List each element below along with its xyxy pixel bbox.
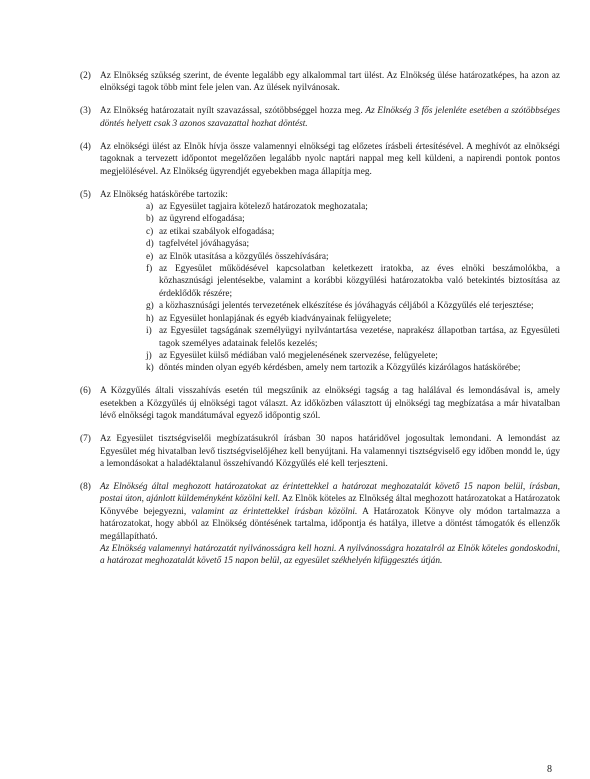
list-letter: a) bbox=[146, 202, 154, 213]
paragraph-text-2: A Határozatok Könyve oly módon tartalmazza a határozatokat, hogy abból az Elnökség döntésének tartalma, időpontja és hatálya, illetve a döntést támogatók és ellenzők megállapítható. bbox=[100, 506, 560, 542]
list-item bbox=[146, 362, 560, 374]
paragraph-number: (4) bbox=[80, 141, 91, 152]
paragraph-number: (5) bbox=[80, 189, 91, 200]
list-text: az etikai szabályok elfogadása; bbox=[159, 226, 275, 237]
paragraph-number: (8) bbox=[80, 481, 91, 492]
paragraph-number: (3) bbox=[80, 106, 91, 117]
list-item bbox=[146, 251, 560, 263]
list-text: tagfelvétel jóváhagyása; bbox=[159, 239, 250, 250]
list-letter: j) bbox=[146, 350, 152, 361]
list-item bbox=[146, 213, 560, 225]
paragraph-6 bbox=[80, 385, 560, 422]
list-letter: h) bbox=[146, 313, 154, 324]
paragraph-text: A Közgyűlés általi visszahívás esetén túl megszűnik az elnökségi tagság a tag halálával és lemondásával is, amely esetekben a Közgyűlés új elnökségi tagot választ. Az időközben választott új elnökségi tag megbízatása a már hivatalban lévő elnökségi tagok mandátumával egyező időpontig szól. bbox=[100, 386, 560, 422]
list-text: az ügyrend elfogadása; bbox=[159, 214, 245, 225]
list-letter: c) bbox=[146, 226, 154, 237]
list-letter: i) bbox=[146, 326, 152, 337]
list-item bbox=[146, 238, 560, 250]
list-letter: e) bbox=[146, 251, 154, 262]
list-item bbox=[146, 263, 560, 300]
list-letter: k) bbox=[146, 363, 154, 374]
paragraph-italic-text-2: valamint az érintettekkel írásban közölni. bbox=[191, 506, 358, 517]
list-text: az Egyesület honlapjának és egyéb kiadványainak felügyelete; bbox=[159, 313, 392, 324]
page-number: 8 bbox=[547, 764, 552, 775]
paragraph-text: Az Egyesület tisztségviselői megbízatásukról írásban 30 napos határidővel jogosultak lemondani. A lemondást az Egyesület még hivatalban levő tisztségviselőjéhez kell benyújtani. Ha valamennyi tisztségviselő egy időben mondd le, úgy a lemondásokat a haladéktalanul összehívandó Közgyűlés elé kell terjeszteni. bbox=[100, 434, 560, 469]
paragraph-3 bbox=[80, 105, 560, 130]
list-letter: g) bbox=[146, 301, 154, 312]
list-item bbox=[146, 201, 560, 213]
list-letter: f) bbox=[146, 264, 153, 275]
paragraph-italic-text: Az Elnökség 3 fős jelenléte esetében a szótöbbséges döntés helyett csak 3 azonos szavazattal hozhat döntést. bbox=[100, 106, 560, 129]
paragraph-5 bbox=[80, 189, 560, 375]
list-item bbox=[146, 226, 560, 238]
paragraph-2 bbox=[80, 70, 560, 95]
paragraph-7 bbox=[80, 433, 560, 470]
list-letter: d) bbox=[146, 239, 154, 250]
competence-list bbox=[100, 201, 560, 375]
list-item bbox=[146, 300, 560, 312]
paragraph-number: (7) bbox=[80, 434, 91, 445]
paragraph-8 bbox=[80, 481, 560, 568]
list-letter: b) bbox=[146, 214, 154, 225]
list-text: az Egyesület tagságának személyügyi nyilvántartása vezetése, naprakész állapotban tartása, az Egyesületi tagok személyes adatainak felelős kezelés; bbox=[159, 326, 560, 349]
list-item bbox=[146, 313, 560, 325]
list-text: az Egyesület működésével kapcsolatban keletkezett iratokba, az éves elnöki beszámolókba, a közhasznúsági jelentésekbe, valamint a korábbi közgyűlési határozatokba való betekintés biztosítása az érdeklődők részére; bbox=[159, 264, 560, 299]
list-text: az Egyesület külső médiában való megjelenésének szervezése, felügyelete; bbox=[159, 350, 438, 361]
list-item bbox=[146, 350, 560, 362]
paragraph-italic-text: Az Elnökség által meghozott határozatokat az érintettekkel a határozat meghozatalát követő 15 napon belül, írásban, postai úton, ajánlott küldeményként közölni kell. bbox=[100, 481, 560, 505]
paragraph-text: Az Elnökség szükség szerint, de évente legalább egy alkalommal tart ülést. Az Elnökség ülése határozatképes, ha azon az elnökségi tagok több mint fele jelen van. Az ülések nyilvánosak. bbox=[100, 71, 560, 94]
paragraph-4 bbox=[80, 141, 560, 178]
paragraph-number: (2) bbox=[80, 71, 91, 81]
paragraph-text: Az Elnökség határozatait nyílt szavazással, szótöbbséggel hozza meg. bbox=[100, 106, 366, 117]
paragraph-number: (6) bbox=[80, 386, 91, 397]
paragraph-text: Az Elnökség hatáskörébe tartozik: bbox=[100, 189, 228, 200]
paragraph-text: Az elnökségi ülést az Elnök hívja össze valamennyi elnökségi tag előzetes írásbeli értesítésével. A meghívót az elnökségi tagoknak a tervezett időpontot megelőzően legalább nyolc naptári nappal meg kell küldeni, a napirendi pontok pontos megjelölésével. Az Elnökség ügyrendjét egyebekben maga állapítja meg. bbox=[100, 141, 560, 177]
list-item bbox=[146, 325, 560, 350]
list-text: döntés minden olyan egyéb kérdésben, amely nem tartozik a Közgyűlés kizárólagos hatáskörébe; bbox=[159, 363, 521, 374]
list-text: a közhasznúsági jelentés tervezetének elkészítése és jóváhagyás céljából a Közgyűlés elé terjesztése; bbox=[159, 301, 534, 312]
list-text: az Egyesület tagjaira kötelező határozatok meghozatala; bbox=[159, 202, 368, 213]
paragraph-italic-text-3: Az Elnökség valamennyi határozatát nyilvánosságra kell hozni. A nyilvánosságra hozatalról az Elnök köteles gondoskodni, a határozat meghozatalát követő 15 napon belül, az egyesület székhelyén kifüggesztés útján. bbox=[100, 543, 560, 567]
paragraph-text: Az Elnök köteles az Elnökség által meghozott határozatokat a Határozatok Könyvébe bejegyezni, bbox=[100, 494, 560, 517]
list-text: az Elnök utasítása a közgyűlés összehívására; bbox=[159, 251, 329, 262]
document-body bbox=[80, 70, 560, 578]
